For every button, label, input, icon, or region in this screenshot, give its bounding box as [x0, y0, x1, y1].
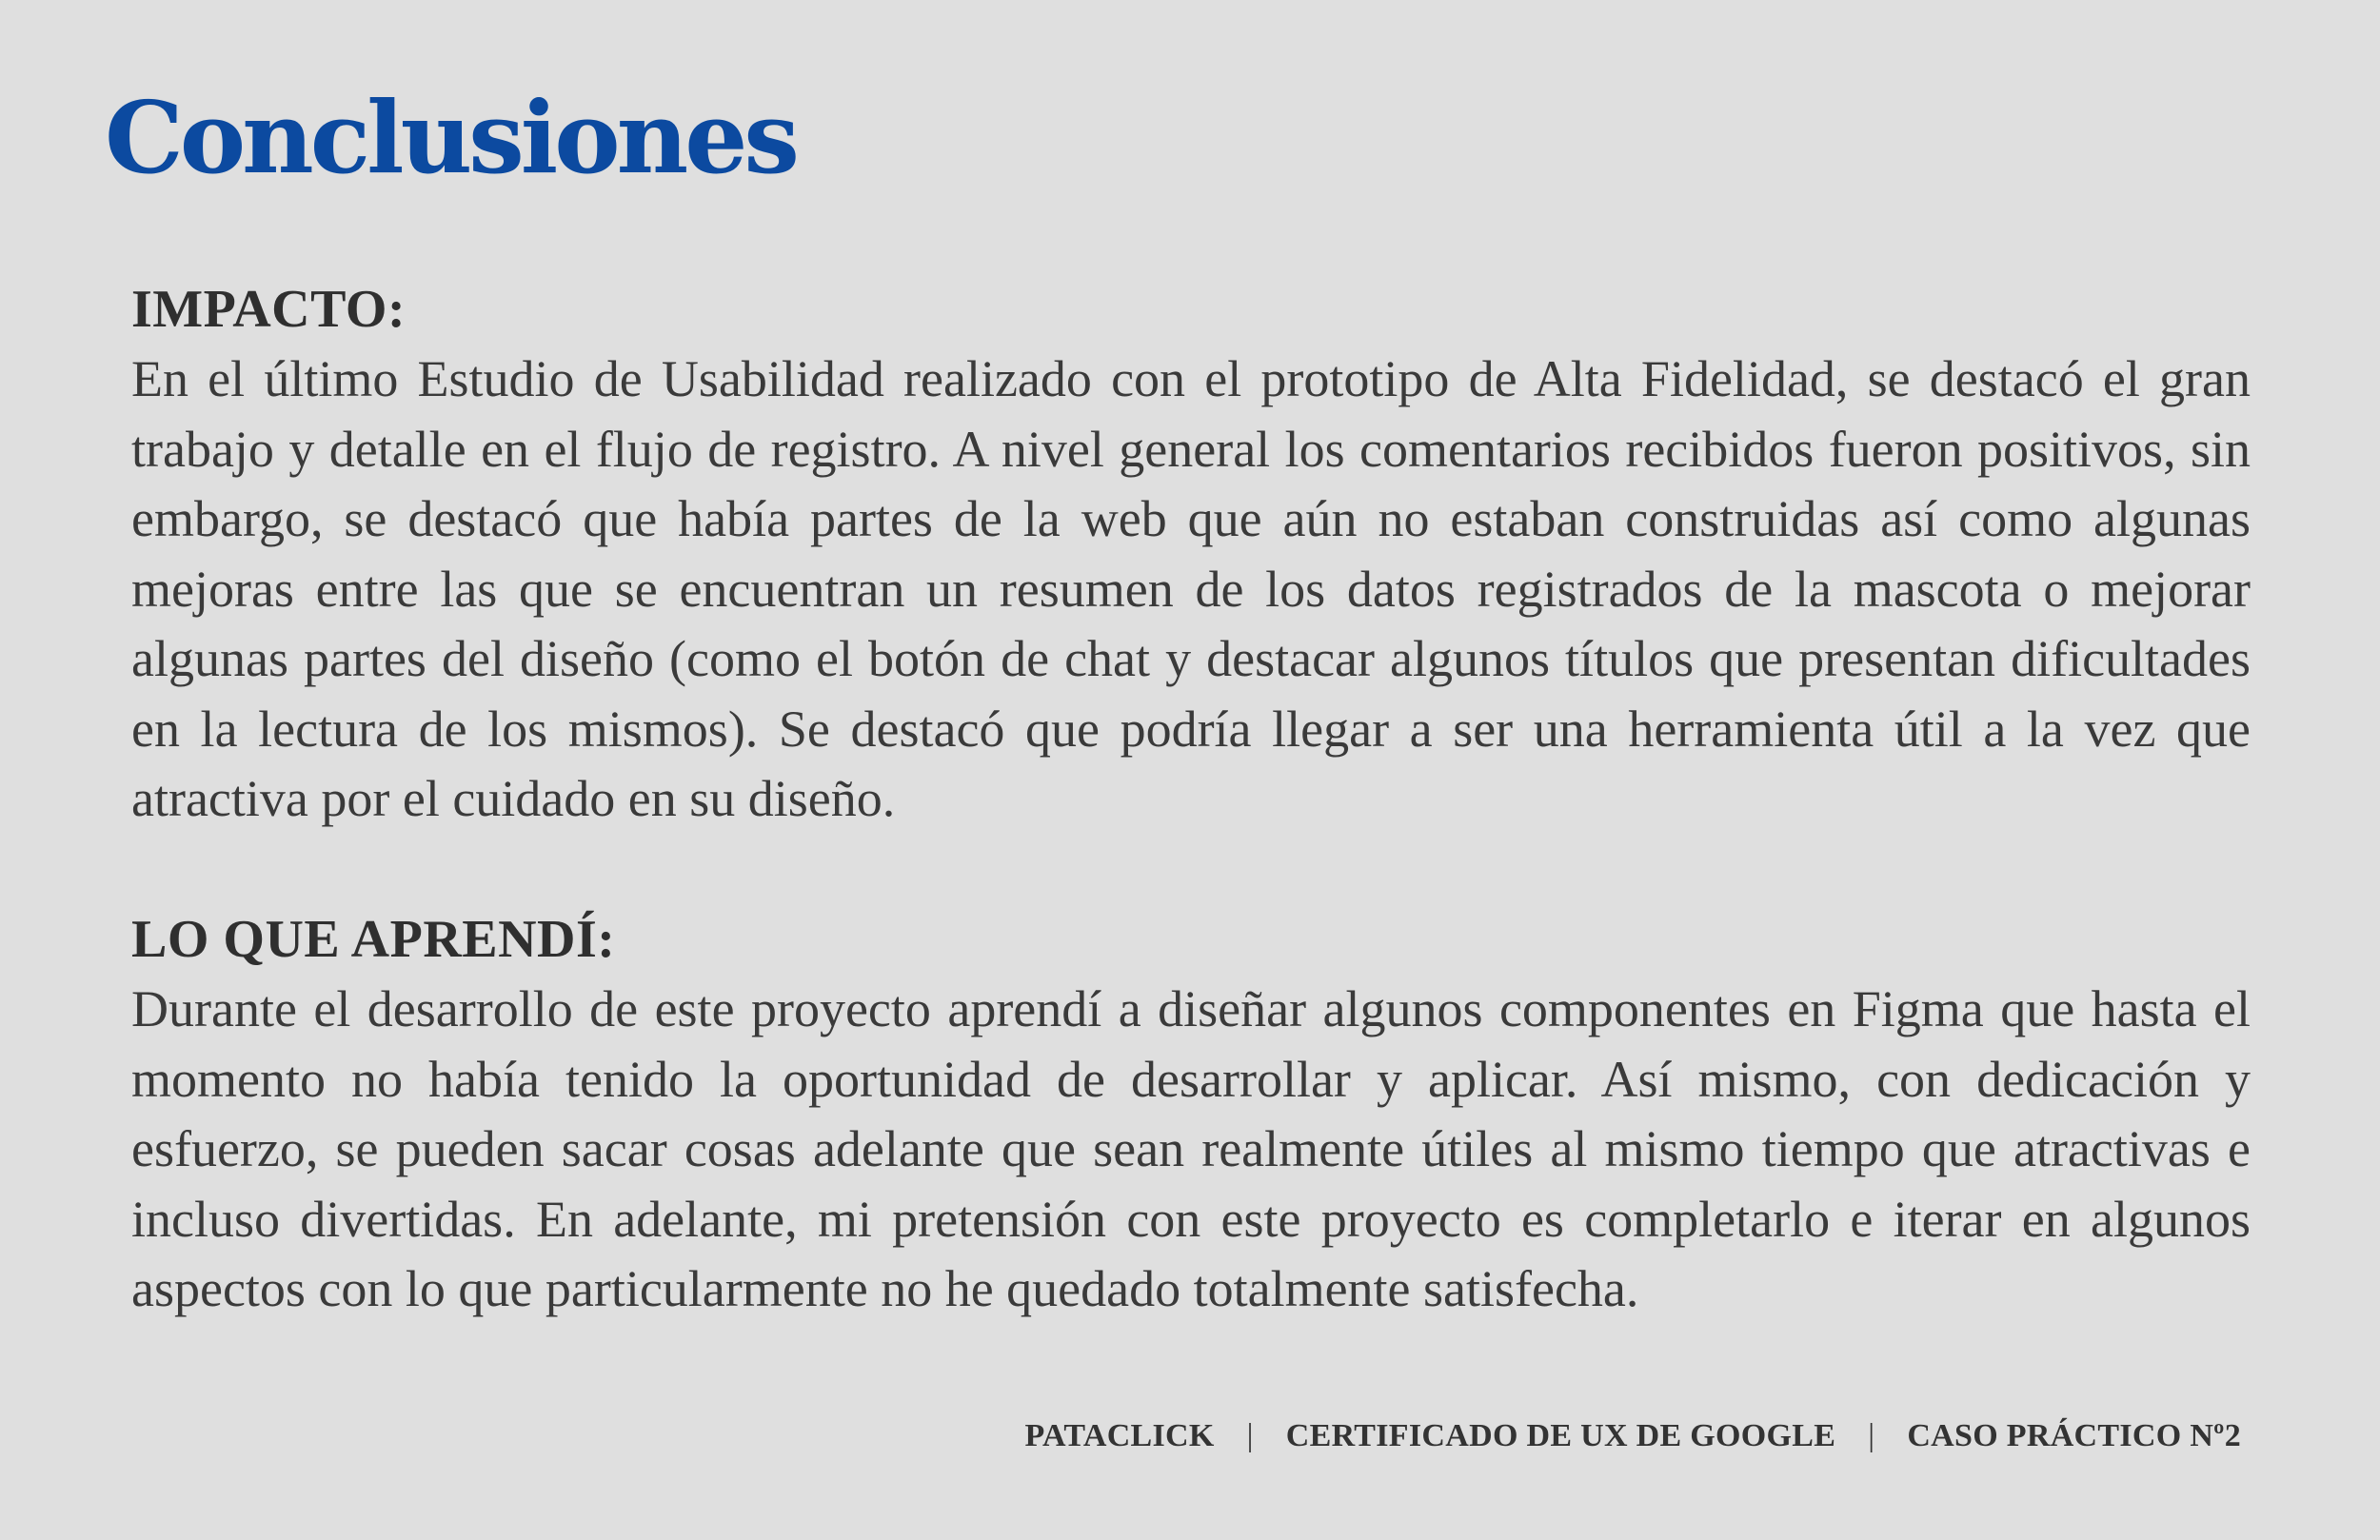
impact-heading: IMPACTO:	[131, 280, 407, 339]
footer	[1025, 1418, 2241, 1454]
impact-section	[131, 274, 2251, 835]
impact-body: En el último Estudio de Usabilidad realizado con el prototipo de Alta Fidelidad, se destacó el gran trabajo y detalle en el flujo de registro. A nivel general los comentarios recibidos fueron positivos, sin embargo, se destacó que había partes de la web que aún no estaban construidas así como algunas mejoras entre las que se encuentran un resumen de los datos registrados de la mascota o mejorar algunas partes del diseño (como el botón de chat y destacar algunos títulos que presentan dificultades en la lectura de los mismos). Se destacó que podría llegar a ser una herramienta útil a la vez que atractiva por el cuidado en su diseño.	[131, 350, 2251, 827]
learned-heading: LO QUE APRENDÍ:	[131, 910, 616, 969]
page-title: Conclusiones	[105, 79, 796, 196]
footer-case: CASO PRÁCTICO Nº2	[1907, 1418, 2241, 1453]
footer-separator: |	[1246, 1418, 1254, 1453]
footer-project: PATACLICK	[1024, 1418, 1215, 1453]
learned-section	[131, 904, 2251, 1325]
learned-body: Durante el desarrollo de este proyecto aprendí a diseñar algunos componentes en Figma que hasta el momento no había tenido la oportunidad de desarrollar y aplicar. Así mismo, con dedicación y esfuerzo, se pueden sacar cosas adelante que sean realmente útiles al mismo tiempo que atractivas e incluso divertidas. En adelante, mi pretensión con este proyecto es completarlo e iterar en algunos aspectos con lo que particularmente no he quedado totalmente satisfecha.	[131, 980, 2251, 1317]
footer-certificate: CERTIFICADO DE UX DE GOOGLE	[1285, 1418, 1836, 1453]
footer-separator: |	[1868, 1418, 1875, 1453]
